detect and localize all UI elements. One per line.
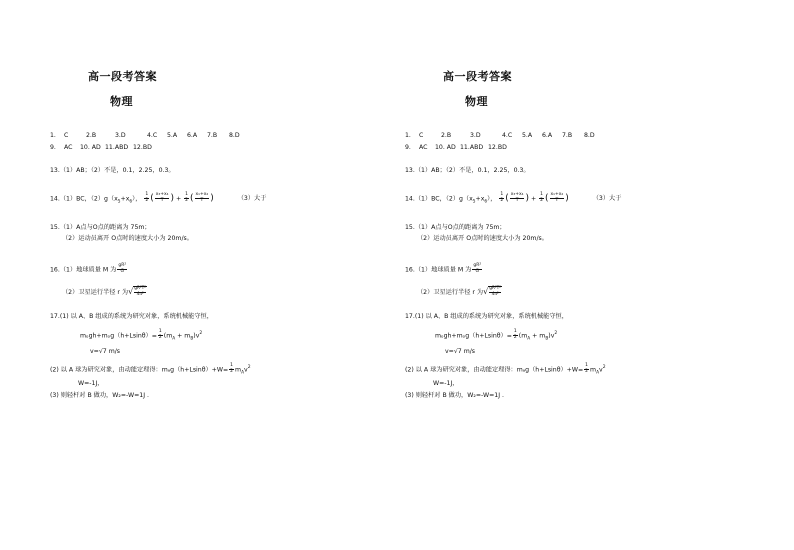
subject-title: 物理: [110, 95, 133, 108]
answer-17-part3: (3) 则轻杆对 B 做功，W₂=-W=1J .: [405, 392, 504, 399]
answer-15-part1: 15.（1）A点与O点的距离为 75m；: [405, 224, 506, 231]
answer-17-work: W=-1J，: [433, 380, 459, 387]
answer-sheet-left: [50, 0, 410, 550]
answer-13: 13.（1）AB；（2）不是，0.1，2.25，0.3。: [405, 167, 530, 174]
answer-sheet-right: [405, 0, 765, 550]
page-title: 高一段考答案: [443, 70, 512, 83]
answer-17-part2: (2) 以 A 球为研究对象，由动能定理得：mₐg（h+Lsinθ）+W= $\frac{1}{2}$ $m_Av^2$: [405, 363, 606, 376]
answer-17-velocity: v=√7 m/s: [445, 348, 476, 355]
answer-17-velocity: v=√7 m/s: [90, 348, 121, 355]
answer-15-part1: 15.（1）A点与O点的距离为 75m；: [50, 224, 151, 231]
answer-17-part3: (3) 则轻杆对 B 做功，W₂=-W=1J .: [50, 392, 149, 399]
answer-17-work: W=-1J，: [78, 380, 104, 387]
subject-title: 物理: [465, 95, 488, 108]
answer-15-part2: （2）运动员离开 O点时的速度大小为 20m/s。: [417, 235, 548, 242]
answer-17-intro: 17.(1) 以 A、B 组成的系统为研究对象，系统机械能守恒，: [50, 313, 213, 320]
page-title: 高一段考答案: [88, 70, 157, 83]
mc-answers-row-2: 9. AC 10. AD 11.ABD 12.BD: [50, 144, 152, 151]
answer-14: 14.（1）BC，$(2)g(x_5+x_6)$， $\frac{1}{2}$ ( $\frac{\text{x₃+x₄}}{T}$ ) + $\frac{1}{2}$ ( $\frac{\text{x₁+x₂}}{T}$ ) （3）大于: [405, 192, 622, 205]
answer-17-intro: 17.(1) 以 A、B 组成的系统为研究对象，系统机械能守恒，: [405, 313, 568, 320]
answer-16-part1: 16.（1）地球质量 M 为 $\frac{\text{gR²}}{G}$: [50, 263, 127, 274]
answer-17-equation: mₒgh+mₒg（h+Lsinθ）= $\frac{1}{2}$ $(m_A + m_B)v^2$: [435, 329, 558, 342]
mc-answers-row-1: 1. C 2.B 3.D 4.C 5.A 6.A 7.B 8.D: [405, 132, 595, 139]
mc-answers-row-2: 9. AC 10. AD 11.ABD 12.BD: [405, 144, 507, 151]
answer-15-part2: （2）运动员离开 O点时的速度大小为 20m/s。: [62, 235, 193, 242]
answer-17-part2: (2) 以 A 球为研究对象，由动能定理得：mₐg（h+Lsinθ）+W= $\frac{1}{2}$ $m_Av^2$: [50, 363, 251, 376]
answer-14: 14.（1）BC，$(2)g(x_5+x_6)$， $\frac{1}{2}$ ( $\frac{\text{x₃+x₄}}{T}$ ) + $\frac{1}{2}$ ( $\frac{\text{x₁+x₂}}{T}$ ) （3）大于: [50, 192, 267, 205]
mc-answers-row-1: 1. C 2.B 3.D 4.C 5.A 6.A 7.B 8.D: [50, 132, 240, 139]
answer-16-part2: （2）卫星运行半径 r 为√ $\frac{\text{gR²T²}}{\text{4π²}}$: [417, 286, 502, 297]
answer-16-part1: 16.（1）地球质量 M 为 $\frac{\text{gR²}}{G}$: [405, 263, 482, 274]
answer-17-equation: mₒgh+mₒg（h+Lsinθ）= $\frac{1}{2}$ $(m_A + m_B)v^2$: [80, 329, 203, 342]
answer-13: 13.（1）AB；（2）不是，0.1，2.25，0.3。: [50, 167, 175, 174]
answer-16-part2: （2）卫星运行半径 r 为√ $\frac{\text{gR²T²}}{\text{4π²}}$: [62, 286, 147, 297]
